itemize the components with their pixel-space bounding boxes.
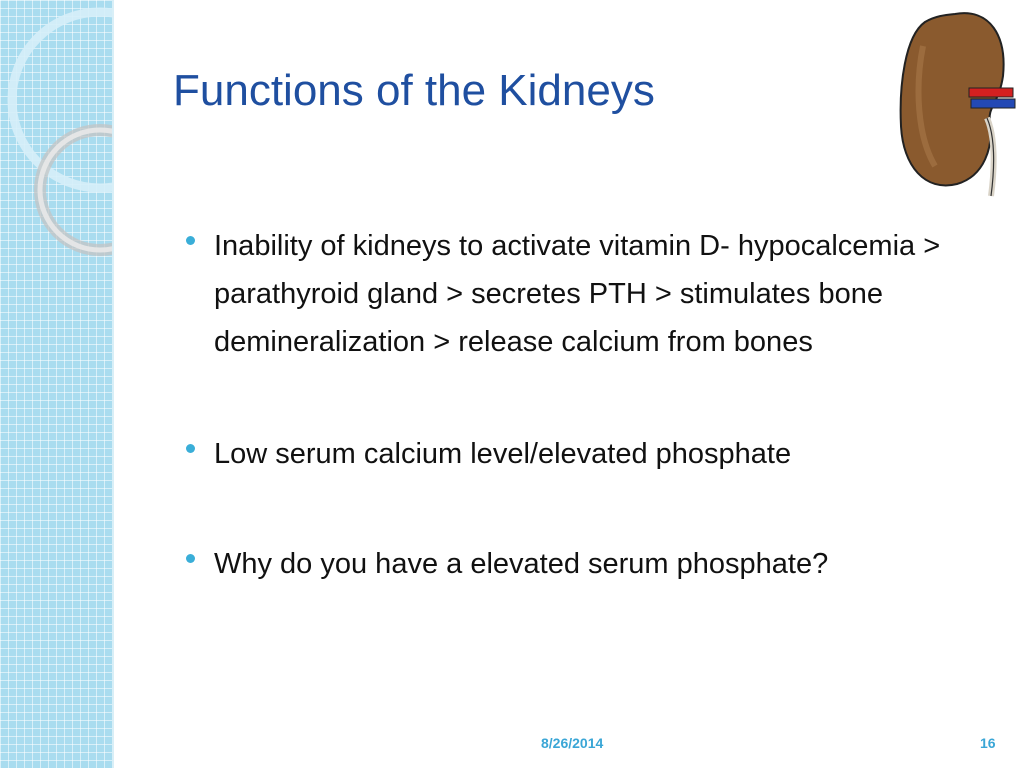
bullet-item bbox=[186, 430, 976, 478]
bullet-dot-icon bbox=[186, 444, 195, 453]
kidney-icon bbox=[895, 6, 1017, 198]
decorative-rings bbox=[0, 0, 112, 260]
footer-date: 8/26/2014 bbox=[541, 735, 604, 751]
bullet-item bbox=[186, 222, 946, 366]
bullet-dot-icon bbox=[186, 554, 195, 563]
bullet-dot-icon bbox=[186, 236, 195, 245]
bullet-text: Why do you have a elevated serum phosphate? bbox=[214, 548, 829, 580]
slide-number: 16 bbox=[980, 735, 996, 751]
decorative-sidebar bbox=[0, 0, 114, 768]
bullet-text: Inability of kidneys to activate vitamin D- hypocalcemia > parathyroid gland > secretes PTH > stimulates bone demineralization > release calcium from bones bbox=[214, 230, 941, 358]
bullet-text: Low serum calcium level/elevated phosphate bbox=[214, 438, 792, 470]
bullet-list bbox=[186, 222, 976, 588]
slide-title: Functions of the Kidneys bbox=[173, 66, 655, 115]
bullet-item bbox=[186, 540, 976, 588]
